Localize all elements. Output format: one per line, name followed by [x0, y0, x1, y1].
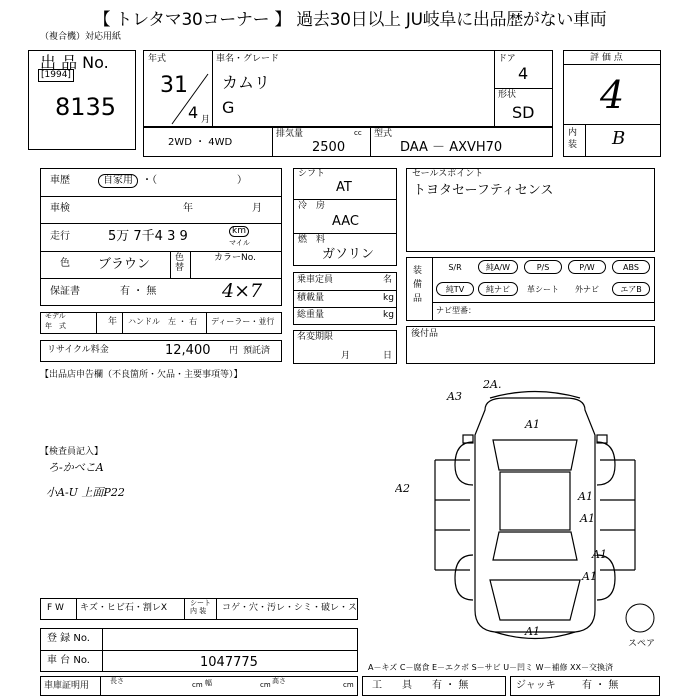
model-row-dealer: ディーラー・並行 [211, 317, 275, 326]
weight-label: 総重量 [297, 310, 325, 320]
drive-label: 2WD ・ 4WD [168, 137, 233, 148]
mark-a1-r4: A1 [582, 570, 597, 583]
inspector-line1: ろ-かべこA [48, 461, 104, 474]
recycle-value: 12,400 [165, 343, 211, 358]
color-value: ブラウン [98, 257, 151, 272]
tools-value: 有 ・ 無 [432, 680, 469, 691]
mark-a2: A2 [395, 482, 410, 495]
model-row-label2: 年 式 [45, 322, 66, 330]
equip-sr: S/R [448, 263, 462, 272]
certificate-label: 車庫証明用 [44, 681, 90, 691]
registration-label: 登 録 No. [47, 633, 90, 644]
door-label: ドア [498, 54, 516, 64]
equip-navi: 純ナビ [478, 282, 518, 296]
chassis-value: 1047775 [200, 655, 258, 670]
equip-tv: 純TV [436, 282, 474, 296]
mark-a1-r3: A1 [592, 548, 607, 561]
mileage-unit-mile: マイル [229, 239, 250, 247]
color-label: 色 [60, 258, 70, 269]
month-unit: 月 [201, 115, 211, 125]
displacement-label: 排気量 [276, 129, 304, 139]
load-unit: kg [383, 293, 394, 303]
lot-number: 8135 [55, 93, 117, 121]
inspection-month: 月 [252, 203, 262, 214]
cert-length-unit: cm [192, 681, 203, 689]
sales-point-label: セールスポイント [412, 169, 484, 179]
lot-stamp: [1994] [38, 69, 74, 82]
interior-value: B [612, 128, 626, 149]
fw-text: キズ・ヒビ石・割レX [80, 603, 167, 613]
tools-label: 工 具 [372, 680, 412, 691]
mark-a1-r1: A1 [578, 490, 593, 503]
history-value: 自家用 [98, 174, 138, 188]
model-row-label1: モデル [45, 312, 66, 320]
year-label: 年式 [148, 54, 167, 64]
sales-point-box [406, 168, 655, 252]
jack-label: ジャッキ [516, 680, 556, 691]
damage-legend: A－キズ C－腐食 E－エクボ S－サビ U－凹ミ W－補修 XX－交換済 [368, 663, 614, 672]
inspection-label: 車検 [50, 203, 70, 214]
sales-point-value: トヨタセーフティセンス [413, 183, 554, 198]
equip-aw: 純A/W [478, 260, 518, 274]
chassis-label: 車 台 No. [47, 655, 90, 666]
fw-label: F W [47, 603, 64, 613]
after-fitted-box [406, 326, 655, 364]
equip-ext-navi: 外ナビ [575, 285, 599, 294]
equip-abs: ABS [612, 260, 650, 274]
jack-value: 有 ・ 無 [582, 680, 619, 691]
seat-label: シート 内 装 [190, 599, 211, 615]
seller-notes-label: 【出品店申告欄（不良箇所・欠品・主要事項等）】 [40, 370, 243, 380]
mark-2a: 2A. [483, 380, 502, 391]
equip-ps: P/S [524, 260, 562, 274]
recycle-unit: 円 [229, 346, 239, 356]
mark-a3: A3 [447, 390, 462, 403]
recycle-note: 預託済 [243, 346, 271, 356]
inspection-year: 年 [183, 203, 193, 214]
mileage-label: 走行 [50, 231, 70, 242]
warranty-label: 保証書 [50, 286, 80, 297]
mileage-value: 5万 7千4 3 9 [108, 229, 188, 244]
name-change-month: 月 [341, 351, 351, 361]
model-type-value: DAA － AXVH70 [400, 140, 503, 155]
cert-length: 長さ [110, 677, 124, 685]
history-rest: ・（ ） [142, 175, 247, 186]
aircon-label: 冷 房 [298, 201, 326, 211]
spare-wheel-icon [620, 600, 660, 640]
interior-label: 内 装 [568, 128, 578, 150]
color-no-label: カラーNo. [214, 253, 256, 263]
mark-a1-r2: A1 [580, 512, 595, 525]
history-label: 車歴 [50, 175, 70, 186]
capacity-label: 乗車定員 [297, 275, 334, 285]
after-fitted-label: 後付品 [411, 329, 439, 339]
equip-airbag: エアB [612, 282, 650, 296]
equipment-label: 装 備 品 [413, 266, 423, 304]
cert-height: 高さ [272, 677, 286, 685]
name-change-label: 名変期限 [297, 332, 334, 342]
car-grade: G [222, 98, 235, 117]
displacement-value: 2500 [312, 140, 346, 155]
year-value: 31 [160, 73, 188, 98]
mark-a1-rear: A1 [525, 625, 540, 638]
cert-width: 幅 [205, 679, 212, 687]
repaint-label: 色替 [175, 253, 185, 273]
shift-value: AT [336, 180, 352, 195]
recycle-label: リサイクル料金 [47, 345, 109, 355]
top-note: （複合機）対応用紙 [40, 32, 122, 42]
month-value: 4 [188, 103, 199, 122]
car-name: カムリ [222, 73, 271, 92]
score-label: 評 価 点 [590, 53, 623, 63]
lot-label: 出 品 No. [40, 53, 109, 72]
warranty-value: 有 ・ 無 [120, 286, 157, 297]
door-value: 4 [518, 64, 529, 83]
cert-height-unit: cm [343, 681, 354, 689]
color-code: 4×7 [222, 280, 263, 302]
mark-a1-front: A1 [525, 418, 540, 431]
inspector-line2: 小A-U 上面P22 [46, 486, 125, 499]
shift-label: シフト [298, 169, 326, 179]
name-label: 車名・グレード [216, 54, 280, 64]
mileage-unit-km: km [229, 226, 249, 237]
aircon-value: AAC [332, 214, 359, 229]
cert-width-unit: cm [260, 681, 271, 689]
weight-unit: kg [383, 310, 394, 320]
model-type-label: 型式 [374, 129, 393, 139]
equip-pw: P/W [568, 260, 606, 274]
banner-text: 【 トレタマ30コーナー 】 過去30日以上 JU岐阜に出品歴がない車両 [93, 10, 607, 30]
shape-label: 形状 [498, 90, 517, 100]
inspector-label: 【検査員記入】 [40, 447, 104, 457]
score-value: 4 [600, 73, 625, 117]
capacity-unit: 名 [383, 275, 393, 285]
banner [0, 0, 700, 33]
load-label: 積載量 [297, 293, 325, 303]
shape-value: SD [512, 103, 535, 122]
equip-leather: 革シート [527, 285, 559, 294]
model-row-handle: ハンドル 左 ・ 右 [128, 317, 198, 326]
spare-label: スペア [628, 639, 656, 649]
navi-model-label: ナビ型番： [436, 306, 476, 315]
fuel-value: ガソリン [322, 247, 375, 262]
seat-text: コゲ・穴・汚レ・シミ・破レ・ス [222, 603, 358, 613]
fuel-label: 燃 料 [298, 235, 326, 245]
displacement-unit: cc [354, 129, 362, 137]
model-row-year: 年 [108, 317, 118, 327]
name-change-day: 日 [383, 351, 393, 361]
